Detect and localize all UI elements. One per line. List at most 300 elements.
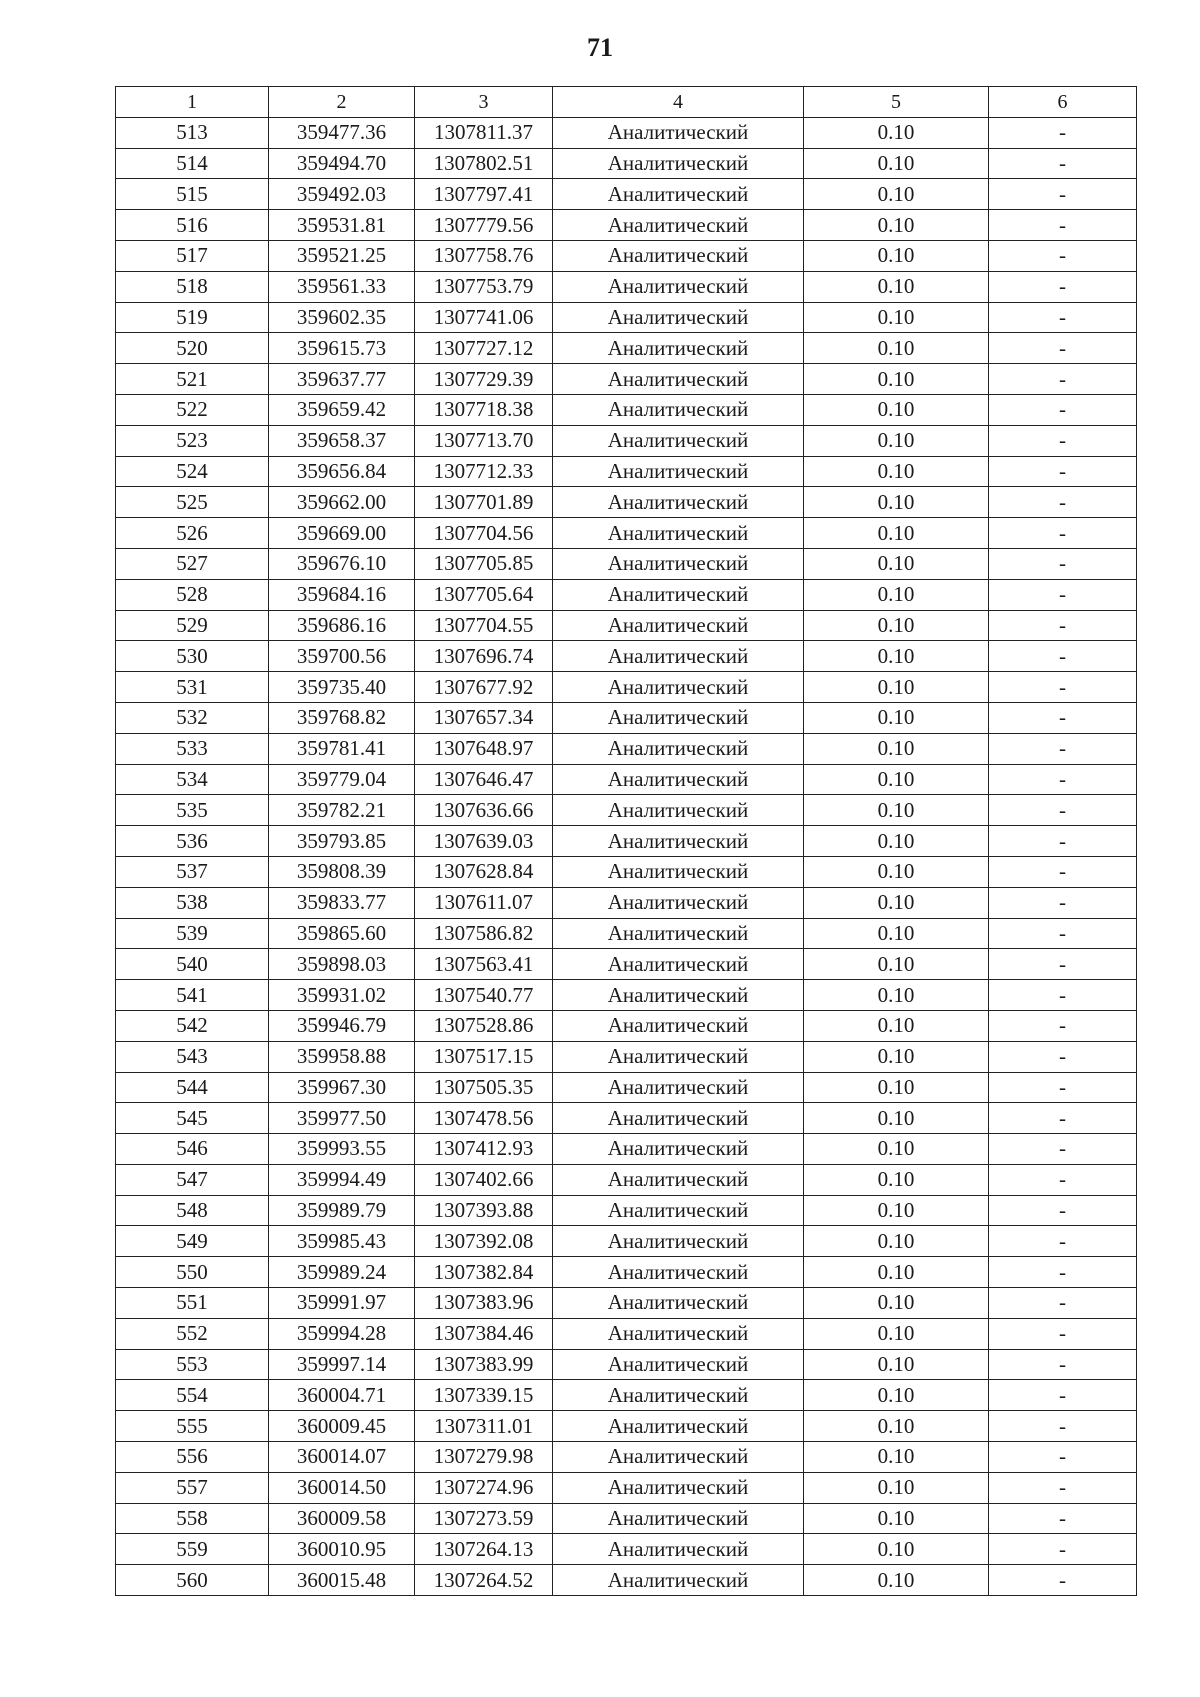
point-number-cell: 538	[116, 887, 269, 918]
y-coordinate-cell: 1307505.35	[415, 1072, 553, 1103]
y-coordinate-cell: 1307264.13	[415, 1534, 553, 1565]
table-header-row	[116, 87, 1137, 118]
point-number-cell: 552	[116, 1318, 269, 1349]
y-coordinate-cell: 1307718.38	[415, 394, 553, 425]
accuracy-cell: 0.10	[804, 1442, 989, 1473]
table-row	[116, 1103, 1137, 1134]
point-number-cell: 516	[116, 210, 269, 241]
x-coordinate-cell: 359994.49	[269, 1164, 415, 1195]
table-row	[116, 1226, 1137, 1257]
method-cell: Аналитический	[553, 949, 804, 980]
point-number-cell: 519	[116, 302, 269, 333]
x-coordinate-cell: 359700.56	[269, 641, 415, 672]
point-number-cell: 550	[116, 1257, 269, 1288]
table-row	[116, 856, 1137, 887]
note-cell: -	[989, 425, 1137, 456]
method-cell: Аналитический	[553, 980, 804, 1011]
accuracy-cell: 0.10	[804, 179, 989, 210]
table-row	[116, 702, 1137, 733]
accuracy-cell: 0.10	[804, 548, 989, 579]
note-cell: -	[989, 1411, 1137, 1442]
y-coordinate-cell: 1307753.79	[415, 271, 553, 302]
table-row	[116, 1041, 1137, 1072]
note-cell: -	[989, 887, 1137, 918]
note-cell: -	[989, 702, 1137, 733]
x-coordinate-cell: 360014.07	[269, 1442, 415, 1473]
column-header-3: 3	[415, 87, 553, 118]
note-cell: -	[989, 1349, 1137, 1380]
x-coordinate-cell: 359477.36	[269, 117, 415, 148]
table-row	[116, 456, 1137, 487]
x-coordinate-cell: 359779.04	[269, 764, 415, 795]
y-coordinate-cell: 1307412.93	[415, 1134, 553, 1165]
y-coordinate-cell: 1307779.56	[415, 210, 553, 241]
point-number-cell: 529	[116, 610, 269, 641]
table-row	[116, 579, 1137, 610]
point-number-cell: 520	[116, 333, 269, 364]
method-cell: Аналитический	[553, 641, 804, 672]
y-coordinate-cell: 1307382.84	[415, 1257, 553, 1288]
point-number-cell: 555	[116, 1411, 269, 1442]
point-number-cell: 528	[116, 579, 269, 610]
method-cell: Аналитический	[553, 702, 804, 733]
note-cell: -	[989, 1442, 1137, 1473]
y-coordinate-cell: 1307696.74	[415, 641, 553, 672]
x-coordinate-cell: 359686.16	[269, 610, 415, 641]
method-cell: Аналитический	[553, 1472, 804, 1503]
accuracy-cell: 0.10	[804, 210, 989, 241]
accuracy-cell: 0.10	[804, 641, 989, 672]
x-coordinate-cell: 359531.81	[269, 210, 415, 241]
point-number-cell: 513	[116, 117, 269, 148]
y-coordinate-cell: 1307646.47	[415, 764, 553, 795]
method-cell: Аналитический	[553, 1318, 804, 1349]
method-cell: Аналитический	[553, 1103, 804, 1134]
table-row	[116, 1195, 1137, 1226]
table-row	[116, 117, 1137, 148]
x-coordinate-cell: 359494.70	[269, 148, 415, 179]
x-coordinate-cell: 359602.35	[269, 302, 415, 333]
note-cell: -	[989, 1503, 1137, 1534]
y-coordinate-cell: 1307802.51	[415, 148, 553, 179]
accuracy-cell: 0.10	[804, 1226, 989, 1257]
x-coordinate-cell: 359561.33	[269, 271, 415, 302]
coordinates-table	[115, 86, 1137, 1596]
table-row	[116, 949, 1137, 980]
method-cell: Аналитический	[553, 487, 804, 518]
point-number-cell: 525	[116, 487, 269, 518]
note-cell: -	[989, 980, 1137, 1011]
table-row	[116, 1164, 1137, 1195]
x-coordinate-cell: 359521.25	[269, 240, 415, 271]
table-row	[116, 1072, 1137, 1103]
accuracy-cell: 0.10	[804, 980, 989, 1011]
method-cell: Аналитический	[553, 856, 804, 887]
accuracy-cell: 0.10	[804, 487, 989, 518]
table-row	[116, 641, 1137, 672]
method-cell: Аналитический	[553, 148, 804, 179]
method-cell: Аналитический	[553, 394, 804, 425]
table-row	[116, 826, 1137, 857]
x-coordinate-cell: 360004.71	[269, 1380, 415, 1411]
table-row	[116, 1318, 1137, 1349]
note-cell: -	[989, 179, 1137, 210]
x-coordinate-cell: 359492.03	[269, 179, 415, 210]
note-cell: -	[989, 1318, 1137, 1349]
point-number-cell: 535	[116, 795, 269, 826]
accuracy-cell: 0.10	[804, 456, 989, 487]
accuracy-cell: 0.10	[804, 949, 989, 980]
y-coordinate-cell: 1307478.56	[415, 1103, 553, 1134]
table-row	[116, 240, 1137, 271]
accuracy-cell: 0.10	[804, 1072, 989, 1103]
table-row	[116, 210, 1137, 241]
note-cell: -	[989, 394, 1137, 425]
method-cell: Аналитический	[553, 826, 804, 857]
y-coordinate-cell: 1307563.41	[415, 949, 553, 980]
point-number-cell: 534	[116, 764, 269, 795]
point-number-cell: 522	[116, 394, 269, 425]
accuracy-cell: 0.10	[804, 1288, 989, 1319]
table-row	[116, 548, 1137, 579]
table-row	[116, 795, 1137, 826]
method-cell: Аналитический	[553, 1010, 804, 1041]
y-coordinate-cell: 1307797.41	[415, 179, 553, 210]
note-cell: -	[989, 1565, 1137, 1596]
x-coordinate-cell: 359768.82	[269, 702, 415, 733]
column-header-6: 6	[989, 87, 1137, 118]
y-coordinate-cell: 1307517.15	[415, 1041, 553, 1072]
note-cell: -	[989, 1288, 1137, 1319]
accuracy-cell: 0.10	[804, 672, 989, 703]
point-number-cell: 546	[116, 1134, 269, 1165]
y-coordinate-cell: 1307274.96	[415, 1472, 553, 1503]
note-cell: -	[989, 117, 1137, 148]
method-cell: Аналитический	[553, 918, 804, 949]
y-coordinate-cell: 1307729.39	[415, 364, 553, 395]
note-cell: -	[989, 579, 1137, 610]
note-cell: -	[989, 1164, 1137, 1195]
method-cell: Аналитический	[553, 1411, 804, 1442]
method-cell: Аналитический	[553, 1565, 804, 1596]
method-cell: Аналитический	[553, 1072, 804, 1103]
note-cell: -	[989, 733, 1137, 764]
table-row	[116, 179, 1137, 210]
method-cell: Аналитический	[553, 333, 804, 364]
point-number-cell: 540	[116, 949, 269, 980]
table-row	[116, 302, 1137, 333]
point-number-cell: 521	[116, 364, 269, 395]
point-number-cell: 544	[116, 1072, 269, 1103]
accuracy-cell: 0.10	[804, 826, 989, 857]
method-cell: Аналитический	[553, 240, 804, 271]
accuracy-cell: 0.10	[804, 764, 989, 795]
table-row	[116, 487, 1137, 518]
table-row	[116, 394, 1137, 425]
x-coordinate-cell: 359662.00	[269, 487, 415, 518]
point-number-cell: 518	[116, 271, 269, 302]
note-cell: -	[989, 949, 1137, 980]
table-row	[116, 1534, 1137, 1565]
point-number-cell: 536	[116, 826, 269, 857]
y-coordinate-cell: 1307402.66	[415, 1164, 553, 1195]
x-coordinate-cell: 359898.03	[269, 949, 415, 980]
note-cell: -	[989, 1534, 1137, 1565]
table-row	[116, 1349, 1137, 1380]
x-coordinate-cell: 359782.21	[269, 795, 415, 826]
x-coordinate-cell: 359684.16	[269, 579, 415, 610]
y-coordinate-cell: 1307704.55	[415, 610, 553, 641]
note-cell: -	[989, 1257, 1137, 1288]
note-cell: -	[989, 271, 1137, 302]
x-coordinate-cell: 359669.00	[269, 518, 415, 549]
x-coordinate-cell: 359946.79	[269, 1010, 415, 1041]
column-header-5: 5	[804, 87, 989, 118]
note-cell: -	[989, 672, 1137, 703]
table-row	[116, 1472, 1137, 1503]
accuracy-cell: 0.10	[804, 702, 989, 733]
accuracy-cell: 0.10	[804, 856, 989, 887]
method-cell: Аналитический	[553, 887, 804, 918]
point-number-cell: 556	[116, 1442, 269, 1473]
table-row	[116, 1411, 1137, 1442]
accuracy-cell: 0.10	[804, 240, 989, 271]
note-cell: -	[989, 302, 1137, 333]
y-coordinate-cell: 1307586.82	[415, 918, 553, 949]
method-cell: Аналитический	[553, 1442, 804, 1473]
y-coordinate-cell: 1307540.77	[415, 980, 553, 1011]
x-coordinate-cell: 359997.14	[269, 1349, 415, 1380]
note-cell: -	[989, 641, 1137, 672]
point-number-cell: 531	[116, 672, 269, 703]
note-cell: -	[989, 1103, 1137, 1134]
point-number-cell: 523	[116, 425, 269, 456]
y-coordinate-cell: 1307279.98	[415, 1442, 553, 1473]
table-row	[116, 1565, 1137, 1596]
x-coordinate-cell: 359781.41	[269, 733, 415, 764]
y-coordinate-cell: 1307713.70	[415, 425, 553, 456]
table-row	[116, 764, 1137, 795]
y-coordinate-cell: 1307741.06	[415, 302, 553, 333]
accuracy-cell: 0.10	[804, 117, 989, 148]
method-cell: Аналитический	[553, 1226, 804, 1257]
point-number-cell: 533	[116, 733, 269, 764]
accuracy-cell: 0.10	[804, 1380, 989, 1411]
x-coordinate-cell: 359615.73	[269, 333, 415, 364]
x-coordinate-cell: 360015.48	[269, 1565, 415, 1596]
point-number-cell: 517	[116, 240, 269, 271]
x-coordinate-cell: 359991.97	[269, 1288, 415, 1319]
note-cell: -	[989, 456, 1137, 487]
accuracy-cell: 0.10	[804, 148, 989, 179]
method-cell: Аналитический	[553, 425, 804, 456]
point-number-cell: 515	[116, 179, 269, 210]
y-coordinate-cell: 1307393.88	[415, 1195, 553, 1226]
table-body	[116, 117, 1137, 1595]
accuracy-cell: 0.10	[804, 1195, 989, 1226]
point-number-cell: 559	[116, 1534, 269, 1565]
method-cell: Аналитический	[553, 1349, 804, 1380]
point-number-cell: 547	[116, 1164, 269, 1195]
note-cell: -	[989, 240, 1137, 271]
point-number-cell: 553	[116, 1349, 269, 1380]
point-number-cell: 554	[116, 1380, 269, 1411]
point-number-cell: 514	[116, 148, 269, 179]
note-cell: -	[989, 826, 1137, 857]
accuracy-cell: 0.10	[804, 1103, 989, 1134]
point-number-cell: 539	[116, 918, 269, 949]
note-cell: -	[989, 1472, 1137, 1503]
y-coordinate-cell: 1307657.34	[415, 702, 553, 733]
note-cell: -	[989, 610, 1137, 641]
accuracy-cell: 0.10	[804, 394, 989, 425]
note-cell: -	[989, 764, 1137, 795]
x-coordinate-cell: 359793.85	[269, 826, 415, 857]
accuracy-cell: 0.10	[804, 1134, 989, 1165]
x-coordinate-cell: 359658.37	[269, 425, 415, 456]
y-coordinate-cell: 1307677.92	[415, 672, 553, 703]
table-row	[116, 672, 1137, 703]
accuracy-cell: 0.10	[804, 1318, 989, 1349]
note-cell: -	[989, 1380, 1137, 1411]
y-coordinate-cell: 1307636.66	[415, 795, 553, 826]
method-cell: Аналитический	[553, 1534, 804, 1565]
method-cell: Аналитический	[553, 1041, 804, 1072]
accuracy-cell: 0.10	[804, 1164, 989, 1195]
note-cell: -	[989, 333, 1137, 364]
x-coordinate-cell: 360010.95	[269, 1534, 415, 1565]
accuracy-cell: 0.10	[804, 364, 989, 395]
y-coordinate-cell: 1307811.37	[415, 117, 553, 148]
note-cell: -	[989, 548, 1137, 579]
table-row	[116, 1380, 1137, 1411]
accuracy-cell: 0.10	[804, 1257, 989, 1288]
method-cell: Аналитический	[553, 1380, 804, 1411]
table-row	[116, 271, 1137, 302]
accuracy-cell: 0.10	[804, 1534, 989, 1565]
method-cell: Аналитический	[553, 179, 804, 210]
table-row	[116, 1134, 1137, 1165]
method-cell: Аналитический	[553, 210, 804, 241]
point-number-cell: 560	[116, 1565, 269, 1596]
note-cell: -	[989, 1226, 1137, 1257]
method-cell: Аналитический	[553, 1503, 804, 1534]
point-number-cell: 530	[116, 641, 269, 672]
note-cell: -	[989, 856, 1137, 887]
note-cell: -	[989, 1134, 1137, 1165]
point-number-cell: 524	[116, 456, 269, 487]
note-cell: -	[989, 1041, 1137, 1072]
x-coordinate-cell: 359808.39	[269, 856, 415, 887]
y-coordinate-cell: 1307704.56	[415, 518, 553, 549]
x-coordinate-cell: 359659.42	[269, 394, 415, 425]
note-cell: -	[989, 1195, 1137, 1226]
x-coordinate-cell: 359637.77	[269, 364, 415, 395]
column-header-4: 4	[553, 87, 804, 118]
table-row	[116, 733, 1137, 764]
point-number-cell: 549	[116, 1226, 269, 1257]
accuracy-cell: 0.10	[804, 795, 989, 826]
note-cell: -	[989, 795, 1137, 826]
x-coordinate-cell: 359931.02	[269, 980, 415, 1011]
point-number-cell: 545	[116, 1103, 269, 1134]
method-cell: Аналитический	[553, 795, 804, 826]
page-number: 71	[587, 33, 613, 62]
y-coordinate-cell: 1307392.08	[415, 1226, 553, 1257]
note-cell: -	[989, 1010, 1137, 1041]
accuracy-cell: 0.10	[804, 610, 989, 641]
accuracy-cell: 0.10	[804, 1041, 989, 1072]
y-coordinate-cell: 1307383.96	[415, 1288, 553, 1319]
y-coordinate-cell: 1307311.01	[415, 1411, 553, 1442]
note-cell: -	[989, 918, 1137, 949]
method-cell: Аналитический	[553, 1134, 804, 1165]
table-row	[116, 918, 1137, 949]
table-row	[116, 887, 1137, 918]
y-coordinate-cell: 1307611.07	[415, 887, 553, 918]
accuracy-cell: 0.10	[804, 887, 989, 918]
y-coordinate-cell: 1307705.85	[415, 548, 553, 579]
x-coordinate-cell: 359833.77	[269, 887, 415, 918]
method-cell: Аналитический	[553, 271, 804, 302]
accuracy-cell: 0.10	[804, 579, 989, 610]
point-number-cell: 558	[116, 1503, 269, 1534]
table-row	[116, 518, 1137, 549]
point-number-cell: 557	[116, 1472, 269, 1503]
accuracy-cell: 0.10	[804, 1411, 989, 1442]
x-coordinate-cell: 359865.60	[269, 918, 415, 949]
y-coordinate-cell: 1307648.97	[415, 733, 553, 764]
y-coordinate-cell: 1307758.76	[415, 240, 553, 271]
accuracy-cell: 0.10	[804, 1472, 989, 1503]
method-cell: Аналитический	[553, 117, 804, 148]
table-row	[116, 610, 1137, 641]
table-row	[116, 1010, 1137, 1041]
method-cell: Аналитический	[553, 579, 804, 610]
note-cell: -	[989, 364, 1137, 395]
table-row	[116, 1288, 1137, 1319]
method-cell: Аналитический	[553, 1164, 804, 1195]
point-number-cell: 541	[116, 980, 269, 1011]
x-coordinate-cell: 359977.50	[269, 1103, 415, 1134]
x-coordinate-cell: 359656.84	[269, 456, 415, 487]
method-cell: Аналитический	[553, 1288, 804, 1319]
method-cell: Аналитический	[553, 456, 804, 487]
table-row	[116, 148, 1137, 179]
note-cell: -	[989, 148, 1137, 179]
x-coordinate-cell: 359989.79	[269, 1195, 415, 1226]
x-coordinate-cell: 359985.43	[269, 1226, 415, 1257]
accuracy-cell: 0.10	[804, 271, 989, 302]
table-row	[116, 333, 1137, 364]
accuracy-cell: 0.10	[804, 333, 989, 364]
note-cell: -	[989, 487, 1137, 518]
x-coordinate-cell: 360009.45	[269, 1411, 415, 1442]
method-cell: Аналитический	[553, 302, 804, 333]
accuracy-cell: 0.10	[804, 1565, 989, 1596]
x-coordinate-cell: 359993.55	[269, 1134, 415, 1165]
table-row	[116, 1503, 1137, 1534]
accuracy-cell: 0.10	[804, 302, 989, 333]
accuracy-cell: 0.10	[804, 733, 989, 764]
point-number-cell: 532	[116, 702, 269, 733]
method-cell: Аналитический	[553, 733, 804, 764]
point-number-cell: 543	[116, 1041, 269, 1072]
y-coordinate-cell: 1307727.12	[415, 333, 553, 364]
accuracy-cell: 0.10	[804, 918, 989, 949]
y-coordinate-cell: 1307264.52	[415, 1565, 553, 1596]
point-number-cell: 551	[116, 1288, 269, 1319]
